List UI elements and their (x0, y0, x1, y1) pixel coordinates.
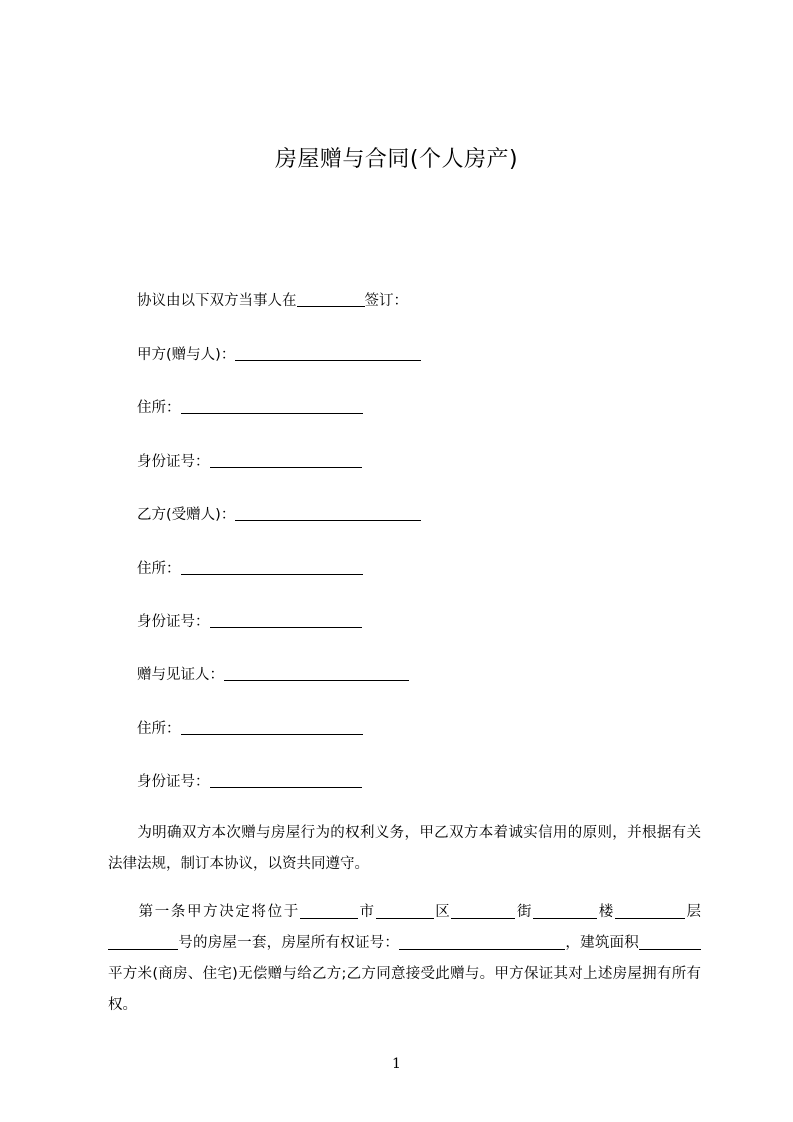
party-a-name-blank[interactable] (235, 345, 421, 361)
party-b-label: 乙方(受赠人)： (137, 507, 236, 523)
room-number-blank[interactable] (108, 934, 178, 950)
party-b-name-blank[interactable] (235, 505, 421, 521)
intro-line (137, 291, 408, 311)
district-blank[interactable] (376, 903, 434, 919)
party-a-id-blank[interactable] (210, 452, 362, 468)
witness-address-label: 住所： (137, 721, 181, 737)
party-b-id-label: 身份证号： (137, 614, 210, 630)
article-1-text-6: 层 (684, 904, 701, 920)
party-b-line (137, 505, 421, 525)
article-1-text-8: ，建筑面积 (565, 935, 640, 951)
witness-address-line (137, 719, 363, 739)
party-a-address-blank[interactable] (181, 398, 363, 414)
article-1-text-9: 平方米(商房、住宅)无偿赠与给乙方;乙方同意接受此赠与。甲方保证其对上述房屋拥有所有权。 (108, 966, 701, 1013)
party-a-id-line (137, 452, 362, 472)
party-b-address-line (137, 559, 363, 579)
property-certificate-blank[interactable] (399, 934, 565, 950)
witness-address-blank[interactable] (181, 719, 363, 735)
page-number: 1 (392, 1056, 401, 1072)
party-a-address-line (137, 398, 363, 418)
witness-id-label: 身份证号： (137, 774, 210, 790)
article-1-paragraph (108, 897, 701, 1021)
article-1-text-7: 号的房屋一套，房屋所有权证号： (178, 935, 400, 951)
intro-text-before: 协议由以下双方当事人在 (137, 293, 297, 309)
witness-line (137, 665, 409, 685)
building-blank[interactable] (533, 903, 597, 919)
witness-id-line (137, 772, 362, 792)
witness-id-blank[interactable] (210, 772, 362, 788)
party-b-id-blank[interactable] (210, 612, 362, 628)
intro-text-after: 签订： (364, 293, 408, 309)
party-a-id-label: 身份证号： (137, 454, 210, 470)
floor-blank[interactable] (615, 903, 685, 919)
party-b-address-label: 住所： (137, 561, 181, 577)
article-1-text-1: 第一条甲方决定将位于 (137, 904, 300, 920)
party-a-address-label: 住所： (137, 400, 181, 416)
purpose-paragraph (108, 818, 701, 880)
article-1-text-3: 区 (433, 904, 452, 920)
party-a-label: 甲方(赠与人)： (137, 347, 236, 363)
purpose-text: 为明确双方本次赠与房屋行为的权利义务，甲乙双方本着诚实信用的原则，并根据有关法律法规，制订本协议，以资共同遵守。 (108, 825, 701, 872)
article-1-text-4: 街 (515, 904, 534, 920)
article-1-text-2: 市 (357, 904, 376, 920)
article-1-text-5: 楼 (597, 904, 615, 920)
party-b-id-line (137, 612, 362, 632)
party-b-address-blank[interactable] (181, 559, 363, 575)
witness-name-blank[interactable] (224, 665, 409, 681)
witness-label: 赠与见证人： (137, 667, 224, 683)
city-blank[interactable] (300, 903, 358, 919)
floor-area-blank[interactable] (639, 934, 701, 950)
document-title: 房屋赠与合同(个人房产) (274, 147, 519, 172)
intro-location-blank[interactable] (297, 291, 365, 307)
party-a-line (137, 345, 421, 365)
street-blank[interactable] (451, 903, 515, 919)
